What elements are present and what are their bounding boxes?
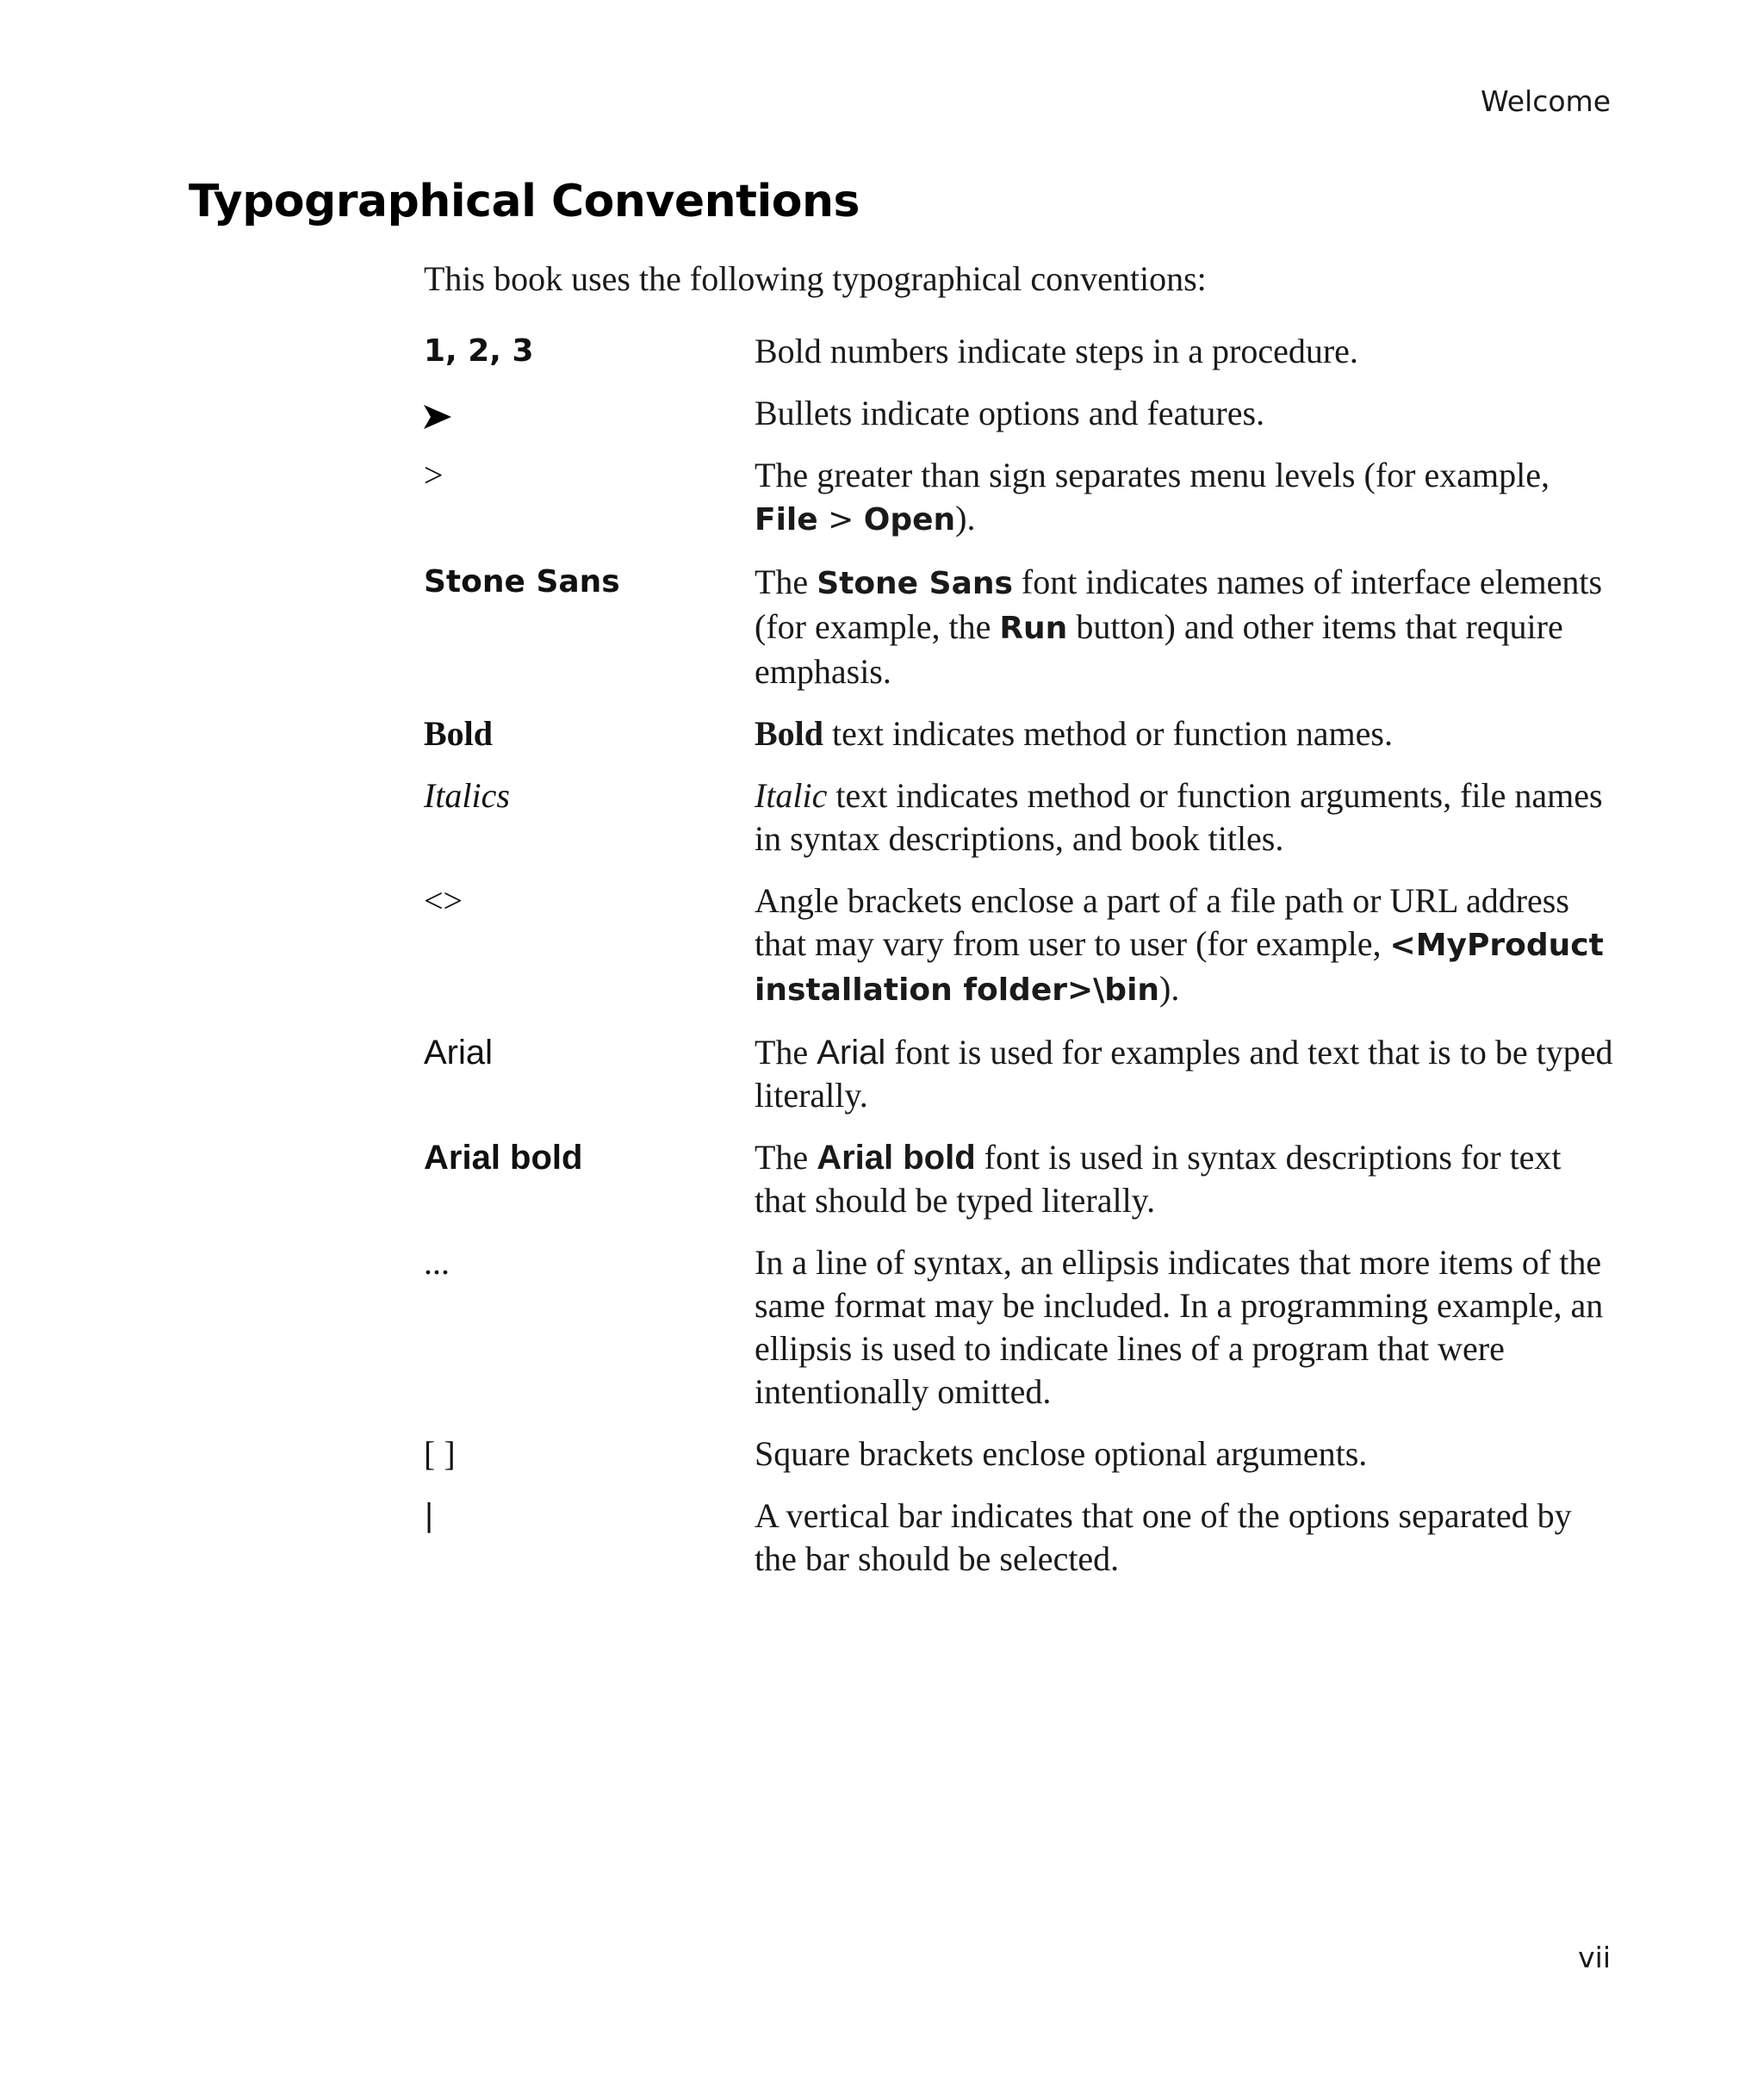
convention-row-step-numbers [424, 330, 1621, 373]
page-title: Typographical Conventions [189, 176, 860, 227]
stone-sans-sample: Stone Sans [817, 566, 1013, 601]
desc-text: The [755, 1138, 817, 1177]
desc-text: font is used for examples and text that is to be typed literally. [755, 1033, 1613, 1115]
desc-arial [755, 1031, 1621, 1117]
menu-separator: > [817, 502, 864, 537]
run-sample: Run [999, 611, 1068, 646]
running-header: Welcome [1481, 84, 1611, 118]
term-ellipsis: ... [424, 1243, 450, 1282]
intro-text: This book uses the following typographical conventions: [424, 259, 1207, 298]
convention-row-square-brackets [424, 1432, 1621, 1476]
convention-row-stone-sans [424, 561, 1621, 693]
page-number: vii [1578, 1941, 1611, 1974]
desc-ellipsis: In a line of syntax, an ellipsis indicates that more items of the same format may be included. In a programming example, an ellipsis is used to indicate lines of a program that were intentionally omitted. [755, 1243, 1604, 1411]
desc-text: The greater than sign separates menu levels (for example, [755, 456, 1550, 494]
desc-text: text indicates method or function arguments, file names in syntax descriptions, and book titles. [755, 776, 1603, 858]
convention-row-ellipsis [424, 1241, 1621, 1413]
desc-angle-brackets [755, 879, 1621, 1012]
term-step-numbers: 1, 2, 3 [424, 333, 534, 369]
menu-file: File [755, 502, 818, 537]
convention-row-arial-bold [424, 1136, 1621, 1222]
convention-row-bold [424, 712, 1621, 755]
term-bold: Bold [424, 714, 494, 753]
desc-bullets: Bullets indicate options and features. [755, 394, 1265, 432]
desc-greater-than [755, 454, 1621, 542]
desc-vertical-bar: A vertical bar indicates that one of the options separated by the bar should be selected. [755, 1496, 1572, 1578]
desc-step-numbers: Bold numbers indicate steps in a procedure. [755, 332, 1358, 370]
term-arial: Arial [424, 1034, 494, 1072]
desc-italics [755, 774, 1621, 861]
desc-text: Angle brackets enclose a part of a file path or URL address that may vary from user to user (for example, [755, 881, 1569, 963]
term-arial-bold: Arial bold [424, 1139, 583, 1177]
term-bullets [424, 392, 755, 435]
term-greater-than: > [424, 456, 444, 494]
term-italics: Italics [424, 776, 510, 815]
convention-row-italics [424, 774, 1621, 861]
desc-text: text indicates method or function names. [823, 714, 1393, 753]
desc-stone-sans [755, 561, 1621, 693]
desc-text: ). [955, 499, 976, 537]
conventions-table [424, 330, 1621, 1600]
desc-bold [755, 712, 1621, 755]
convention-row-angle-brackets [424, 879, 1621, 1012]
desc-arial-bold [755, 1136, 1621, 1222]
convention-row-arial [424, 1031, 1621, 1117]
menu-open: Open [863, 502, 956, 537]
path-sample: <MyProduct installation folder>\bin [755, 928, 1604, 1008]
desc-text: The [755, 1033, 817, 1072]
arial-bold-sample: Arial bold [817, 1139, 976, 1177]
italic-sample: Italic [755, 776, 828, 815]
desc-text: font is used in syntax descriptions for text that should be typed literally. [755, 1138, 1562, 1220]
term-square-brackets: [ ] [424, 1434, 456, 1473]
desc-text: The [755, 562, 817, 601]
term-stone-sans: Stone Sans [424, 564, 620, 600]
arrowhead-bullet-icon [424, 405, 451, 429]
desc-text: button) and other items that require emphasis. [755, 607, 1563, 691]
term-angle-brackets: <> [424, 881, 463, 920]
desc-text: font indicates names of interface elements (for example, the [755, 562, 1603, 646]
bold-sample: Bold [755, 714, 824, 753]
desc-text: ). [1159, 969, 1180, 1008]
arial-sample: Arial [817, 1034, 886, 1072]
desc-square-brackets: Square brackets enclose optional arguments. [755, 1434, 1368, 1473]
convention-row-greater-than [424, 454, 1621, 542]
term-vertical-bar: | [424, 1498, 435, 1533]
convention-row-bullets [424, 392, 1621, 435]
convention-row-vertical-bar [424, 1494, 1621, 1581]
